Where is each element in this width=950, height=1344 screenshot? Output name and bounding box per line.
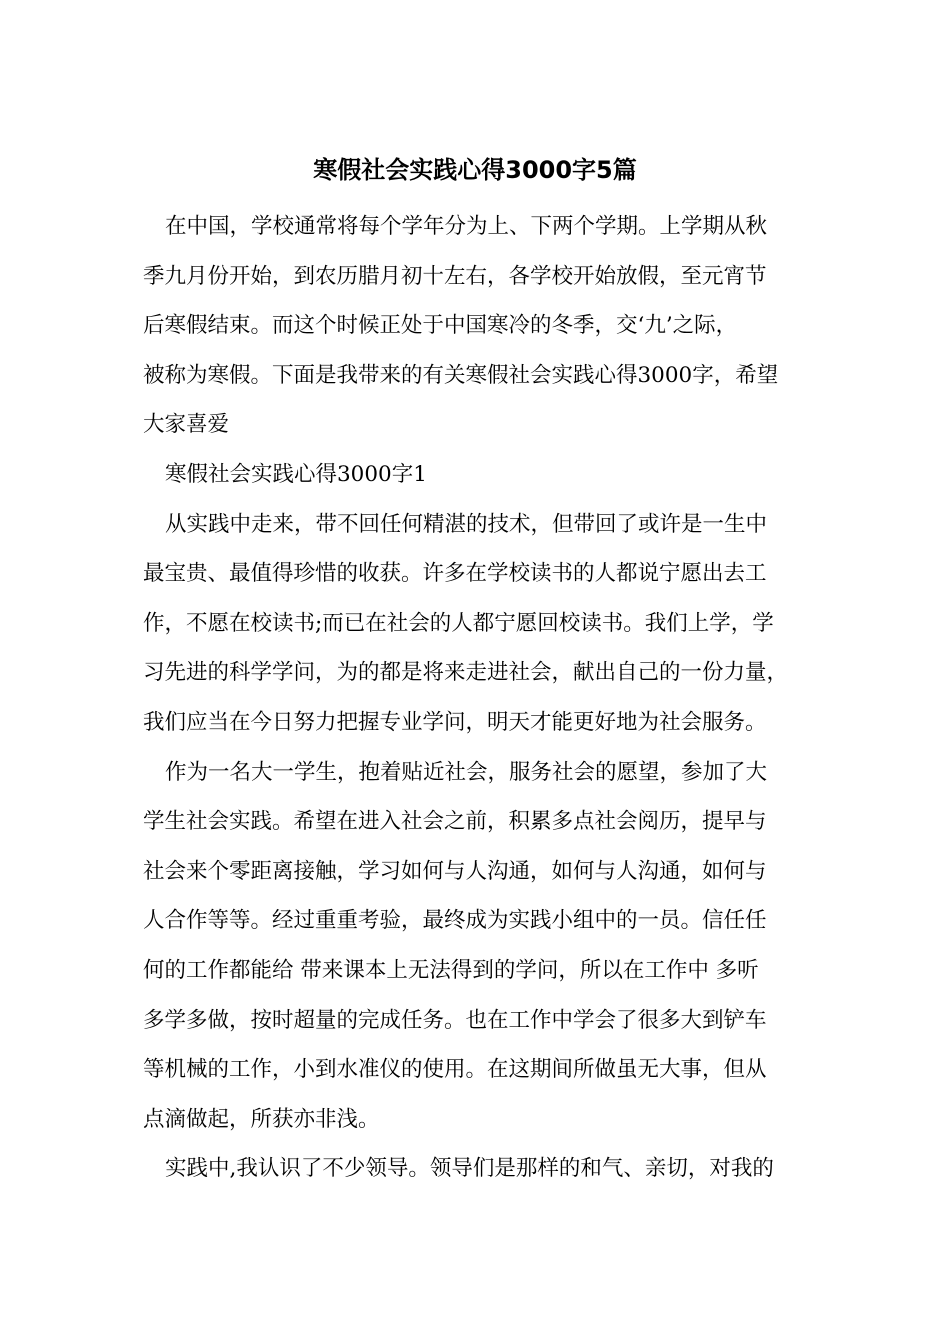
text-line: 季九月份开始，到农历腊月初十左右，各学校开始放假，至元宵节	[143, 263, 767, 289]
section-heading: 寒假社会实践心得3000字1	[165, 461, 427, 487]
text-line: 作，不愿在校读书;而已在社会的人都宁愿回校读书。我们上学，学	[143, 610, 774, 636]
text-line: 作为一名大一学生，抱着贴近社会，服务社会的愿望，参加了大	[165, 759, 768, 785]
text-line: 实践中,我认识了不少领导。领导们是那样的和气、亲切，对我的	[165, 1156, 774, 1182]
text-line: 我们应当在今日努力把握专业学问，明天才能更好地为社会服务。	[143, 709, 767, 735]
document-body	[143, 202, 809, 1194]
text-line: 被称为寒假。下面是我带来的有关寒假社会实践心得3000字，希望	[143, 362, 779, 388]
text-line: 等机械的工作，小到水准仪的使用。在这期间所做虽无大事，但从	[143, 1057, 767, 1083]
text-line: 人合作等等。经过重重考验，最终成为实践小组中的一员。信任任	[143, 908, 767, 934]
intro-paragraph	[143, 202, 809, 450]
text-line: 习先进的科学学问，为的都是将来走进社会，献出自己的一份力量，	[143, 660, 789, 686]
text-line: 学生社会实践。希望在进入社会之前，积累多点社会阅历，提早与	[143, 809, 767, 835]
text-line: 从实践中走来，带不回任何精湛的技术，但带回了或许是一生中	[165, 511, 768, 537]
text-line: 大家喜爱	[143, 412, 230, 438]
text-line: 在中国，学校通常将每个学年分为上、下两个学期。上学期从秋	[165, 214, 768, 239]
text-line: 最宝贵、最值得珍惜的收获。许多在学校读书的人都说宁愿出去工	[143, 561, 767, 587]
body-paragraph	[143, 748, 809, 1145]
text-line: 点滴做起，所获亦非浅。	[143, 1106, 380, 1132]
document-title: 寒假社会实践心得3000字5篇	[313, 156, 637, 184]
body-paragraph	[143, 1144, 809, 1194]
body-paragraph	[143, 500, 809, 748]
text-line: 社会来个零距离接触，学习如何与人沟通，如何与人沟通，如何与	[143, 858, 767, 884]
text-line: 多学多做，按时超量的完成任务。也在工作中学会了很多大到铲车	[143, 1007, 767, 1033]
text-line: 何的工作都能给 带来课本上无法得到的学问，所以在工作中 多听	[143, 957, 759, 983]
text-line: 后寒假结束。而这个时候正处于中国寒冷的冬季，交‘九’之际，	[143, 313, 738, 339]
